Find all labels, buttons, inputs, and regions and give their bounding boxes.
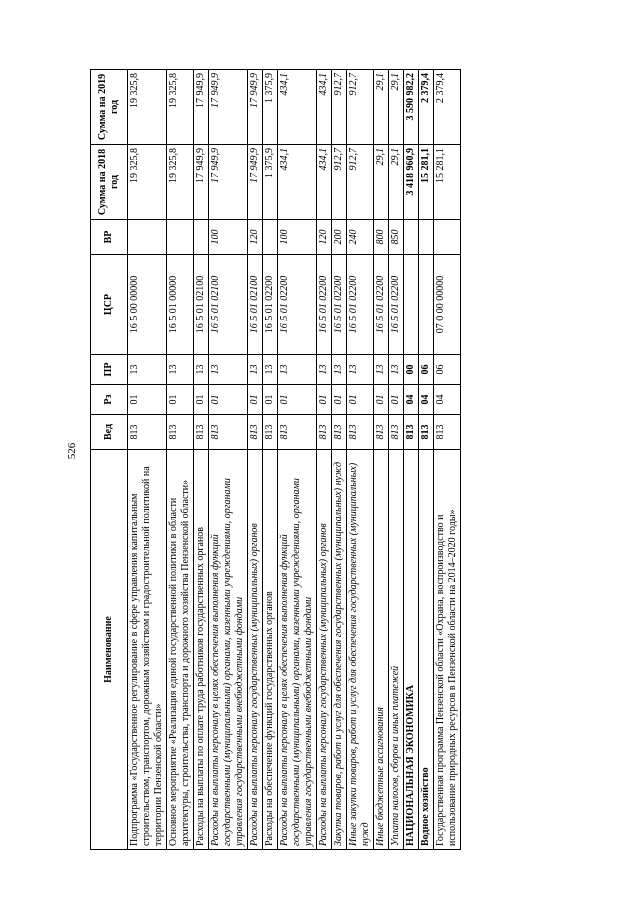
table-row	[278, 70, 317, 850]
cell-sum-2018: 29,1	[374, 145, 389, 220]
cell-ved: 813	[389, 415, 404, 450]
cell-pr: 13	[332, 355, 347, 385]
cell-name: Подпрограмма «Государственное регулирование в сфере управления капитальным строительством, транспортом, дорожным хозяйством и градостроительной политикой на территории Пензенской области»	[128, 450, 167, 850]
cell-rz: 01	[374, 385, 389, 415]
cell-pr: 13	[209, 355, 248, 385]
cell-name: Расходы на обеспечение функций государственных органов	[263, 450, 278, 850]
cell-sum-2018: 19 325,8	[128, 145, 167, 220]
cell-csr: 16 5 01 02200	[263, 255, 278, 355]
table-row	[317, 70, 332, 850]
table-row	[332, 70, 347, 850]
cell-csr	[419, 255, 434, 355]
cell-rz: 01	[248, 385, 263, 415]
header-row	[91, 70, 128, 850]
cell-csr: 16 5 01 02200	[389, 255, 404, 355]
cell-pr: 13	[128, 355, 167, 385]
cell-vr	[167, 220, 194, 255]
cell-name: Уплата налогов, сборов и иных платежей	[389, 450, 404, 850]
cell-sum-2018: 17 949,9	[209, 145, 248, 220]
table-row	[419, 70, 434, 850]
cell-sum-2019: 2 379,4	[419, 70, 434, 145]
cell-pr: 13	[389, 355, 404, 385]
cell-vr	[404, 220, 419, 255]
cell-sum-2018: 17 949,9	[194, 145, 209, 220]
cell-rz: 01	[167, 385, 194, 415]
table-row	[389, 70, 404, 850]
cell-rz: 04	[419, 385, 434, 415]
table-row	[128, 70, 167, 850]
cell-ved: 813	[248, 415, 263, 450]
cell-rz: 01	[317, 385, 332, 415]
cell-csr: 16 5 00 00000	[128, 255, 167, 355]
budget-table	[90, 69, 461, 850]
cell-vr: 240	[347, 220, 374, 255]
header-vr: ВР	[91, 220, 128, 255]
cell-sum-2018: 17 949,9	[248, 145, 263, 220]
cell-sum-2018: 1 375,9	[263, 145, 278, 220]
cell-sum-2018: 15 281,1	[434, 145, 461, 220]
table-row	[347, 70, 374, 850]
cell-rz: 01	[209, 385, 248, 415]
cell-csr: 16 5 01 02200	[347, 255, 374, 355]
cell-csr: 16 5 01 02100	[194, 255, 209, 355]
cell-sum-2019: 434,1	[317, 70, 332, 145]
cell-sum-2019: 17 949,9	[209, 70, 248, 145]
cell-sum-2018: 15 281,1	[419, 145, 434, 220]
cell-vr: 100	[209, 220, 248, 255]
cell-sum-2019: 17 949,9	[194, 70, 209, 145]
header-csr: ЦСР	[91, 255, 128, 355]
cell-sum-2019: 912,7	[347, 70, 374, 145]
cell-ved: 813	[194, 415, 209, 450]
cell-ved: 813	[347, 415, 374, 450]
cell-csr: 16 5 01 02100	[248, 255, 263, 355]
header-rz: Рз	[91, 385, 128, 415]
cell-vr: 120	[248, 220, 263, 255]
cell-name: Закупка товаров, работ и услуг для обеспечения государственных (муниципальных) нужд	[332, 450, 347, 850]
cell-ved: 813	[374, 415, 389, 450]
cell-pr: 13	[263, 355, 278, 385]
cell-pr: 13	[347, 355, 374, 385]
cell-rz: 01	[263, 385, 278, 415]
cell-name: Водное хозяйство	[419, 450, 434, 850]
cell-ved: 813	[404, 415, 419, 450]
cell-name: Основное мероприятие «Реализация единой государственной политики в области архитектуры, строительства, транспорта и дорожного хозяйства Пензенской области»	[167, 450, 194, 850]
cell-pr: 13	[374, 355, 389, 385]
cell-rz: 01	[194, 385, 209, 415]
cell-ved: 813	[332, 415, 347, 450]
cell-sum-2018: 3 418 960,9	[404, 145, 419, 220]
cell-name: Расходы на выплаты персоналу в целях обеспечения выполнения функций государственными (муниципальными) органами, казенными учреждениями, органами управления государственными внебюджетными фондами	[209, 450, 248, 850]
table-row	[374, 70, 389, 850]
cell-csr: 16 5 01 02200	[278, 255, 317, 355]
table-row	[263, 70, 278, 850]
cell-rz: 04	[434, 385, 461, 415]
cell-sum-2019: 19 325,8	[167, 70, 194, 145]
cell-sum-2019: 29,1	[389, 70, 404, 145]
cell-sum-2018: 19 325,8	[167, 145, 194, 220]
cell-csr: 16 5 01 02200	[374, 255, 389, 355]
table-body	[128, 70, 461, 850]
cell-pr: 13	[167, 355, 194, 385]
header-name: Наименование	[91, 450, 128, 850]
cell-pr: 13	[248, 355, 263, 385]
cell-csr	[404, 255, 419, 355]
cell-sum-2019: 434,1	[278, 70, 317, 145]
cell-sum-2019: 17 949,9	[248, 70, 263, 145]
cell-csr: 16 5 01 02100	[209, 255, 248, 355]
cell-sum-2019: 2 379,4	[434, 70, 461, 145]
cell-rz: 01	[278, 385, 317, 415]
cell-vr: 800	[374, 220, 389, 255]
cell-ved: 813	[167, 415, 194, 450]
cell-vr	[194, 220, 209, 255]
cell-vr	[419, 220, 434, 255]
cell-vr	[263, 220, 278, 255]
cell-rz: 01	[389, 385, 404, 415]
cell-vr: 850	[389, 220, 404, 255]
cell-rz: 01	[128, 385, 167, 415]
header-ved: Вед	[91, 415, 128, 450]
cell-ved: 813	[317, 415, 332, 450]
cell-rz: 01	[332, 385, 347, 415]
cell-name: Государственная программа Пензенской области «Охрана, воспроизводство и использование природных ресурсов в Пензенской области на 2014–2020 годы»	[434, 450, 461, 850]
cell-name: Иные закупки товаров, работ и услуг для обеспечения государственных (муниципальных) нужд	[347, 450, 374, 850]
cell-vr: 200	[332, 220, 347, 255]
header-sum-2019: Сумма на 2019 год	[91, 70, 128, 145]
cell-pr: 13	[317, 355, 332, 385]
table-row	[404, 70, 419, 850]
cell-pr: 06	[419, 355, 434, 385]
cell-name: Расходы на выплаты персоналу государственных (муниципальных) органов	[317, 450, 332, 850]
cell-pr: 06	[434, 355, 461, 385]
cell-rz: 04	[404, 385, 419, 415]
cell-sum-2018: 29,1	[389, 145, 404, 220]
cell-csr: 16 5 01 02200	[317, 255, 332, 355]
cell-pr: 13	[194, 355, 209, 385]
cell-ved: 813	[278, 415, 317, 450]
cell-sum-2018: 912,7	[332, 145, 347, 220]
cell-csr: 07 0 00 00000	[434, 255, 461, 355]
cell-pr: 13	[278, 355, 317, 385]
cell-name: Расходы на выплаты по оплате труда работников государственных органов	[194, 450, 209, 850]
cell-vr: 100	[278, 220, 317, 255]
cell-rz: 01	[347, 385, 374, 415]
cell-sum-2018: 912,7	[347, 145, 374, 220]
cell-sum-2019: 29,1	[374, 70, 389, 145]
table-row	[248, 70, 263, 850]
cell-ved: 813	[419, 415, 434, 450]
cell-csr: 16 5 01 02200	[332, 255, 347, 355]
cell-name: Иные бюджетные ассигнования	[374, 450, 389, 850]
cell-pr: 00	[404, 355, 419, 385]
cell-sum-2019: 912,7	[332, 70, 347, 145]
cell-sum-2018: 434,1	[317, 145, 332, 220]
header-sum-2018: Сумма на 2018 год	[91, 145, 128, 220]
cell-sum-2019: 19 325,8	[128, 70, 167, 145]
cell-sum-2019: 1 375,9	[263, 70, 278, 145]
cell-vr: 120	[317, 220, 332, 255]
cell-ved: 813	[209, 415, 248, 450]
table-row	[167, 70, 194, 850]
cell-sum-2018: 434,1	[278, 145, 317, 220]
cell-csr: 16 5 01 00000	[167, 255, 194, 355]
rotated-table-container	[90, 70, 600, 850]
cell-vr	[434, 220, 461, 255]
page-number: 526	[66, 442, 78, 460]
cell-sum-2019: 3 590 982,2	[404, 70, 419, 145]
table-row	[209, 70, 248, 850]
cell-vr	[128, 220, 167, 255]
table-row	[434, 70, 461, 850]
cell-name: Расходы на выплаты персоналу в целях обеспечения выполнения функций государственными (муниципальными) органами, казенными учреждениями, органами управления государственными внебюджетными фондами	[278, 450, 317, 850]
cell-ved: 813	[434, 415, 461, 450]
cell-ved: 813	[128, 415, 167, 450]
cell-ved: 813	[263, 415, 278, 450]
cell-name: НАЦИОНАЛЬНАЯ ЭКОНОМИКА	[404, 450, 419, 850]
cell-name: Расходы на выплаты персоналу государственных (муниципальных) органов	[248, 450, 263, 850]
table-row	[194, 70, 209, 850]
header-pr: ПР	[91, 355, 128, 385]
